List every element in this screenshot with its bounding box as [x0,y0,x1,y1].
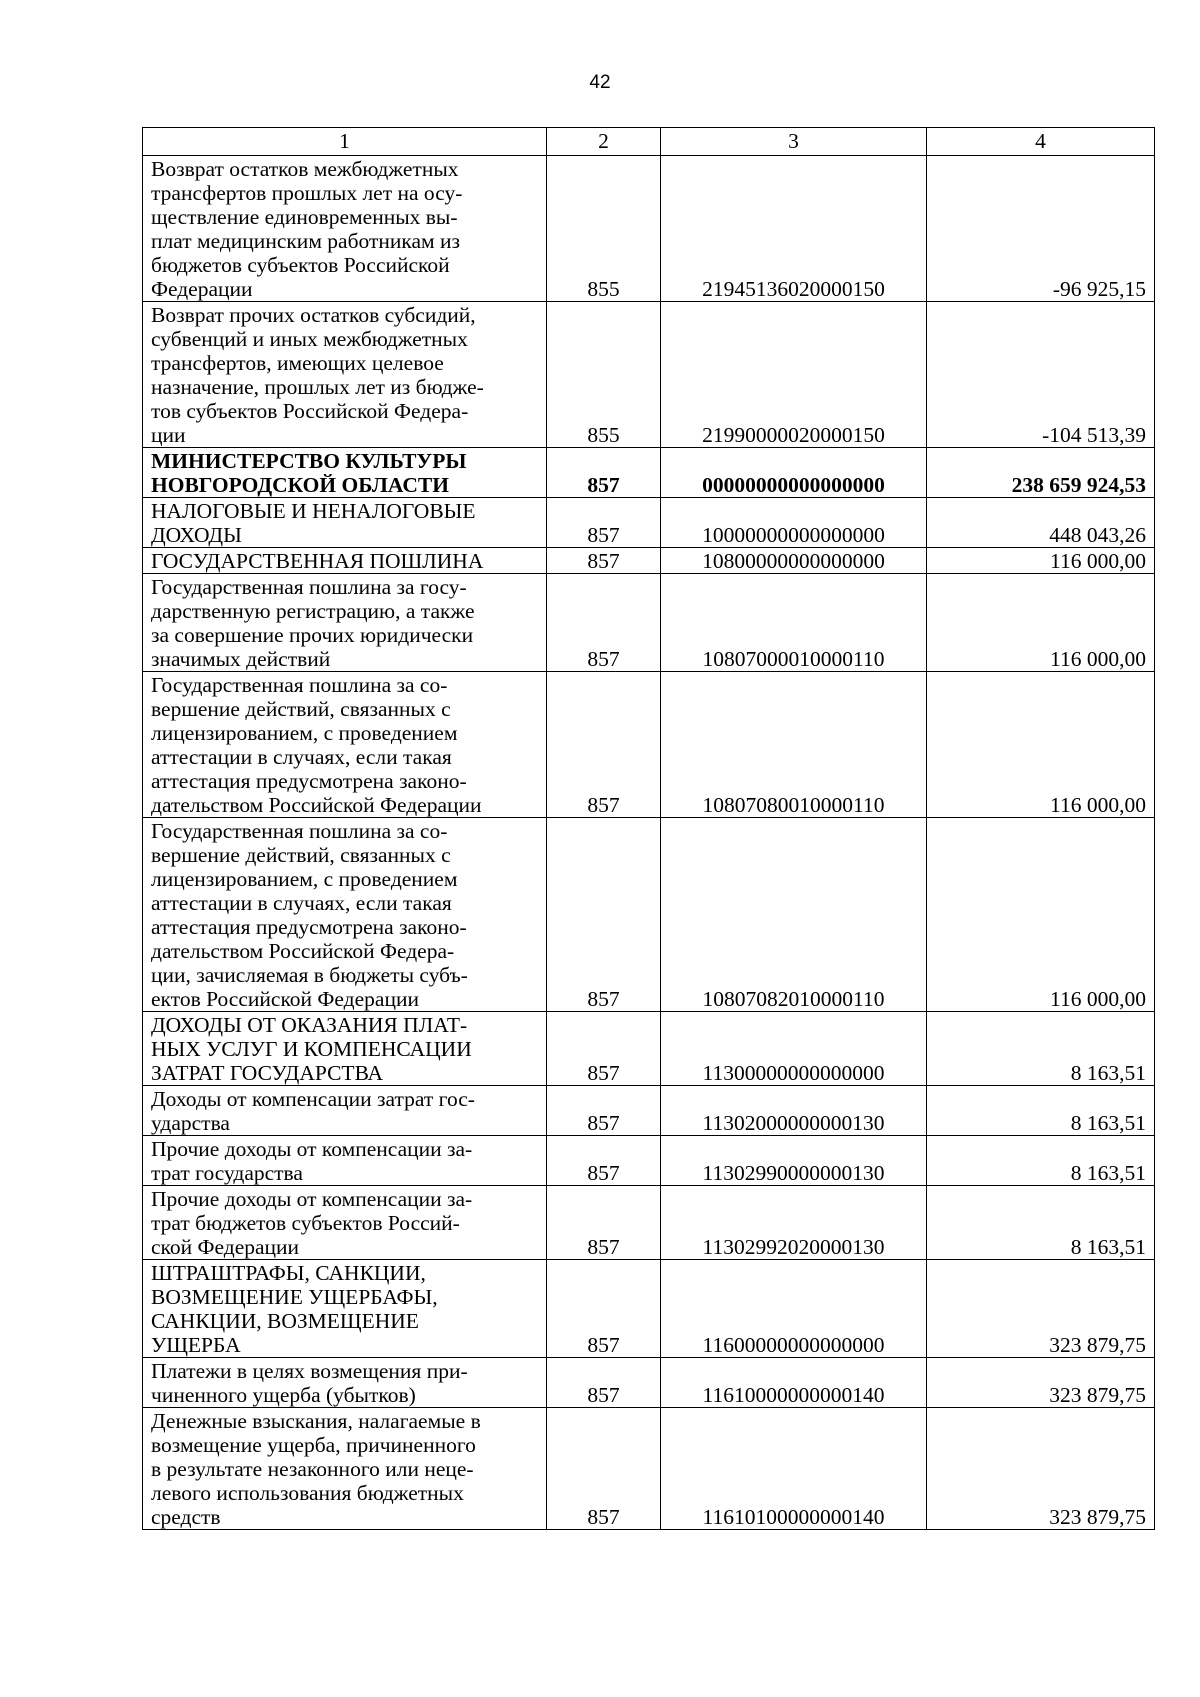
header-cell: 2 [547,128,661,156]
table-row [143,818,1155,1012]
row-budget-code: 10800000000000000 [661,548,927,574]
row-amount: 116 000,00 [927,574,1155,672]
row-budget-code: 11610100000000140 [661,1408,927,1530]
table-row-section [143,448,1155,498]
row-budget-code: 11600000000000000 [661,1260,927,1358]
row-description: ГОСУДАРСТВЕННАЯ ПОШЛИНА [143,548,547,574]
row-amount: 8 163,51 [927,1186,1155,1260]
row-amount: 8 163,51 [927,1012,1155,1086]
table-row [143,1086,1155,1136]
row-admin-code: 857 [547,448,661,498]
row-admin-code: 857 [547,1086,661,1136]
row-description: Прочие доходы от компенсации за- трат государства [143,1136,547,1186]
table-row [143,156,1155,302]
revenue-table [142,127,1155,1530]
row-admin-code: 857 [547,498,661,548]
header-cell: 4 [927,128,1155,156]
page-number: 42 [589,72,611,93]
table-header-row [143,128,1155,156]
row-admin-code: 855 [547,156,661,302]
table-row [143,302,1155,448]
row-budget-code: 11300000000000000 [661,1012,927,1086]
row-admin-code: 857 [547,1012,661,1086]
row-budget-code: 21990000020000150 [661,302,927,448]
row-budget-code: 21945136020000150 [661,156,927,302]
row-budget-code: 10000000000000000 [661,498,927,548]
row-description: Государственная пошлина за со- вершение действий, связанных с лицензированием, с проведением аттестации в случаях, если такая аттестация предусмотрена законо- дательством Российской Федера- ции, зачисляемая в бюджеты субъ- ектов Российской Федерации [143,818,547,1012]
row-amount: 323 879,75 [927,1260,1155,1358]
row-amount: 116 000,00 [927,548,1155,574]
row-admin-code: 857 [547,1358,661,1408]
row-description: Государственная пошлина за со- вершение действий, связанных с лицензированием, с проведением аттестации в случаях, если такая аттестация предусмотрена законо- дательством Российской Федерации [143,672,547,818]
row-description: Возврат прочих остатков субсидий, субвенций и иных межбюджетных трансфертов, имеющих целевое назначение, прошлых лет из бюдже- тов субъектов Российской Федера- ции [143,302,547,448]
row-amount: 116 000,00 [927,672,1155,818]
header-cell: 3 [661,128,927,156]
row-admin-code: 857 [547,574,661,672]
row-admin-code: 857 [547,1136,661,1186]
row-amount: 448 043,26 [927,498,1155,548]
row-admin-code: 857 [547,548,661,574]
row-description: НАЛОГОВЫЕ И НЕНАЛОГОВЫЕ ДОХОДЫ [143,498,547,548]
row-description: Прочие доходы от компенсации за- трат бюджетов субъектов Россий- ской Федерации [143,1186,547,1260]
row-amount: 238 659 924,53 [927,448,1155,498]
table-row [143,548,1155,574]
row-description: МИНИСТЕРСТВО КУЛЬТУРЫ НОВГОРОДСКОЙ ОБЛАСТИ [143,448,547,498]
row-amount: 323 879,75 [927,1408,1155,1530]
table-row [143,1408,1155,1530]
row-description: Денежные взыскания, налагаемые в возмещение ущерба, причиненного в результате незаконного или неце- левого использования бюджетных средств [143,1408,547,1530]
row-admin-code: 857 [547,818,661,1012]
row-description: Платежи в целях возмещения при- чиненного ущерба (убытков) [143,1358,547,1408]
table-row [143,1358,1155,1408]
row-description: Государственная пошлина за госу- дарственную регистрацию, а также за совершение прочих юридически значимых действий [143,574,547,672]
row-admin-code: 857 [547,1408,661,1530]
row-budget-code: 10807080010000110 [661,672,927,818]
row-budget-code: 00000000000000000 [661,448,927,498]
row-amount: 116 000,00 [927,818,1155,1012]
row-budget-code: 11302990000000130 [661,1136,927,1186]
table-row [143,498,1155,548]
row-budget-code: 10807082010000110 [661,818,927,1012]
row-budget-code: 11610000000000140 [661,1358,927,1408]
row-description: Возврат остатков межбюджетных трансфертов прошлых лет на осу- ществление единовременных вы- плат медицинским работникам из бюджетов субъектов Российской Федерации [143,156,547,302]
table-row [143,1012,1155,1086]
table-row [143,1260,1155,1358]
row-amount: 8 163,51 [927,1086,1155,1136]
row-description: ШТРАШТРАФЫ, САНКЦИИ, ВОЗМЕЩЕНИЕ УЩЕРБАФЫ, САНКЦИИ, ВОЗМЕЩЕНИЕ УЩЕРБА [143,1260,547,1358]
row-description: ДОХОДЫ ОТ ОКАЗАНИЯ ПЛАТ- НЫХ УСЛУГ И КОМПЕНСАЦИИ ЗАТРАТ ГОСУДАРСТВА [143,1012,547,1086]
header-cell: 1 [143,128,547,156]
row-amount: -96 925,15 [927,156,1155,302]
row-budget-code: 11302992020000130 [661,1186,927,1260]
table-row [143,574,1155,672]
row-amount: 323 879,75 [927,1358,1155,1408]
row-admin-code: 857 [547,672,661,818]
row-admin-code: 857 [547,1186,661,1260]
row-admin-code: 855 [547,302,661,448]
row-description: Доходы от компенсации затрат гос- ударства [143,1086,547,1136]
table-row [143,672,1155,818]
row-admin-code: 857 [547,1260,661,1358]
row-budget-code: 10807000010000110 [661,574,927,672]
table-row [143,1136,1155,1186]
row-amount: -104 513,39 [927,302,1155,448]
row-budget-code: 11302000000000130 [661,1086,927,1136]
row-amount: 8 163,51 [927,1136,1155,1186]
table-row [143,1186,1155,1260]
